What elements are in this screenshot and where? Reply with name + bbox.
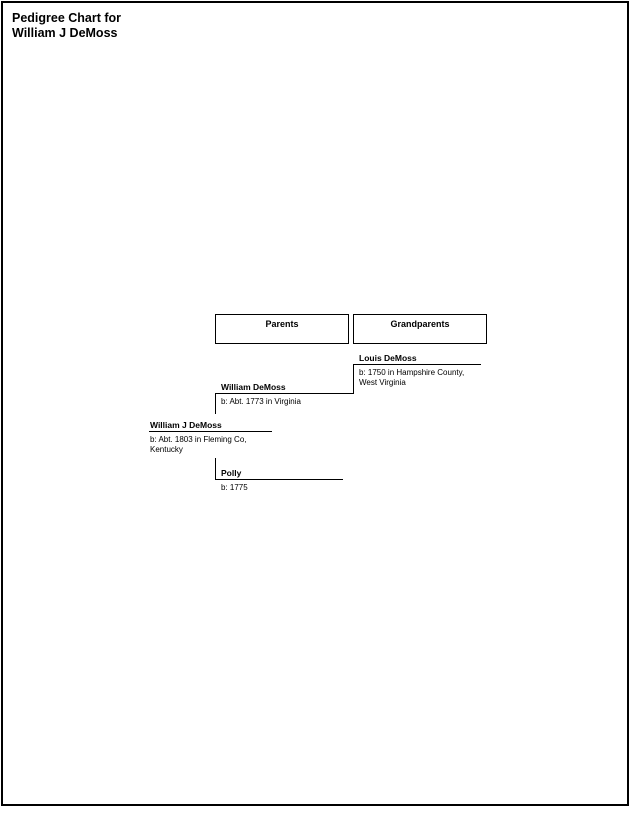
mother-name-line (215, 479, 343, 480)
father-name-line (215, 393, 354, 394)
page-title (12, 11, 121, 41)
root-person-name-line (149, 431, 272, 432)
mother-connector (215, 458, 216, 480)
father-connector (215, 393, 216, 414)
father-birth: b: Abt. 1773 in Virginia (221, 397, 301, 406)
parents-header-label: Parents (265, 319, 299, 329)
father-name: William DeMoss (221, 382, 286, 392)
grandparents-header-label: Grandparents (390, 319, 450, 329)
grandfather-name-line (353, 364, 481, 365)
root-person-name: William J DeMoss (150, 420, 222, 430)
mother-name: Polly (221, 468, 242, 478)
grandparents-header-box (353, 314, 487, 344)
title-line-1: Pedigree Chart for (12, 11, 122, 25)
parents-header-box (215, 314, 349, 344)
grandfather-name: Louis DeMoss (359, 353, 417, 363)
root-person-birth: b: Abt. 1803 in Fleming Co, Kentucky (150, 435, 247, 454)
title-line-2: William J DeMoss (12, 26, 118, 40)
grandfather-connector (353, 364, 354, 394)
mother-birth: b: 1775 (221, 483, 248, 492)
grandfather-birth: b: 1750 in Hampshire County, West Virginia (359, 368, 465, 387)
